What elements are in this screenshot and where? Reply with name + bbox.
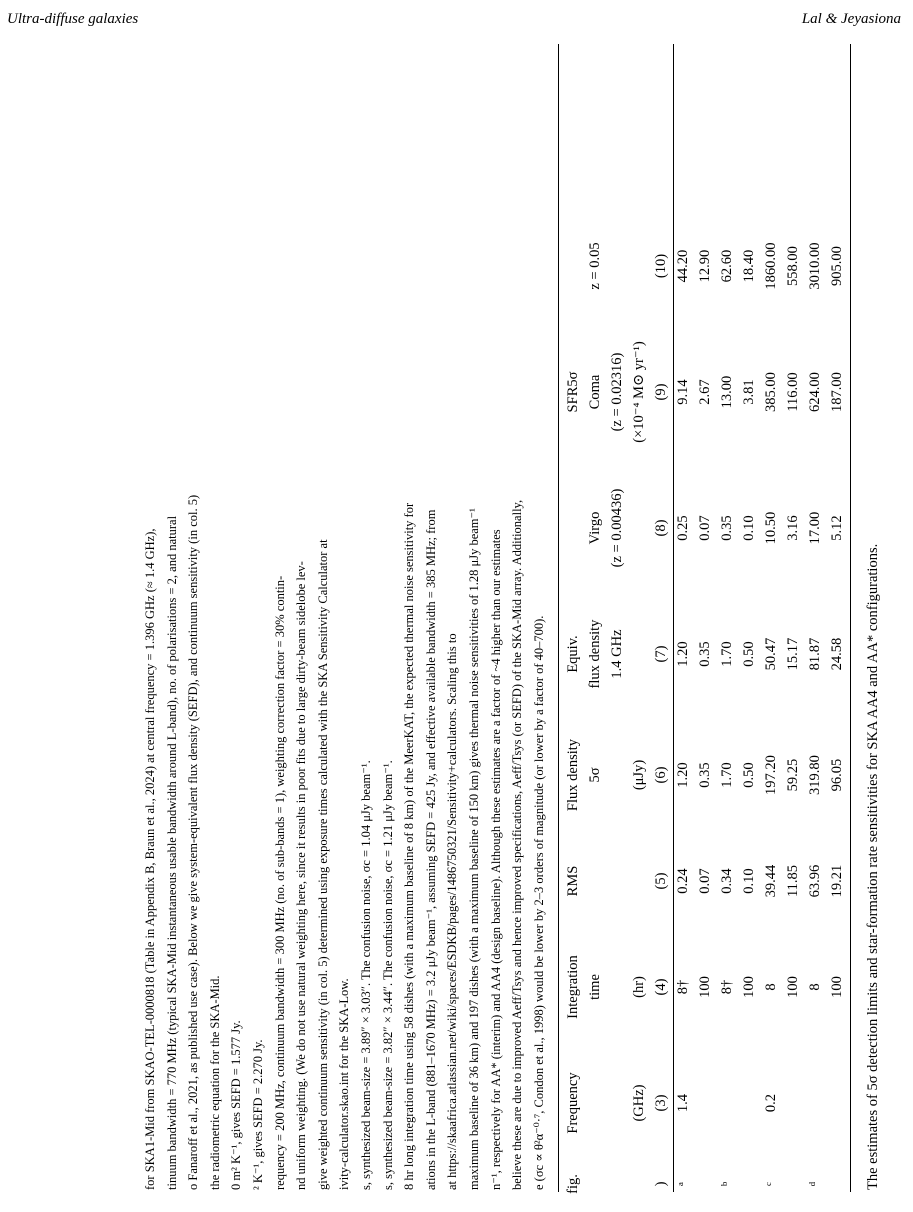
table-cell <box>782 1156 804 1212</box>
table-cell: 59.25 <box>784 758 801 792</box>
table-note-line: tinuum bandwidth = 770 MHz (typical SKA-Mid instantaneous usable bandwidth around L-band), no. of polarisations = 2, and natural <box>164 515 179 1190</box>
table-cell: 1860.00 <box>762 242 779 290</box>
table-header-cell <box>606 208 628 324</box>
table-header-cell <box>562 460 584 596</box>
table-cell: 100 <box>696 976 713 998</box>
table-note-line: for SKA1-Mid from SKAO-TEL-0000818 (Table in Appendix B, Braun et al., 2024) at central frequency = 1.396 GHz (≈ 1.4 GHz), <box>143 528 157 1190</box>
table-header-cell: SFR5σ <box>564 371 581 413</box>
table-cell: 8 <box>762 983 779 991</box>
table-header-cell <box>584 1156 606 1212</box>
table-note-line: ivity-calculator.skao.int for the SKA-Low. <box>337 978 352 1190</box>
table-cell: 63.96 <box>806 864 823 898</box>
table-cell <box>782 1050 804 1156</box>
table-cell: ᶜ <box>762 1182 779 1186</box>
table-cell: 39.44 <box>762 864 779 898</box>
table-note-line: maximum baseline of 36 km) and 197 dishes (with a maximum baseline of 150 km) gives thermal noise sensitivities of 1.28 μJy beam⁻¹ <box>466 508 481 1190</box>
table-cell <box>694 1156 716 1212</box>
table-header-cell: (hr) <box>630 976 647 998</box>
table-header-cell: (10) <box>652 253 669 279</box>
table-header-cell <box>606 1050 628 1156</box>
table-header-cell: (4) <box>652 978 669 996</box>
table-cell: 0.2 <box>762 1093 779 1113</box>
table-cell <box>738 1156 760 1212</box>
table-bottom-rule <box>558 44 559 1192</box>
table-caption: The estimates of 5σ detection limits and star-formation rate sensitivities for SKA AA4 and AA* configurations. <box>865 543 881 1190</box>
table-cell: 3.16 <box>784 515 801 541</box>
table-row <box>826 208 848 1212</box>
table-note-line: e (σc ∝ θ²α⁻⁰·⁷, Condon et al., 1998) would be lower by 2–3 orders of magnitude (or lower by a factor of 40–700). <box>531 615 546 1190</box>
table-header-cell: (5) <box>652 872 669 890</box>
table-header-cell <box>562 208 584 324</box>
table-cell: ᵃ <box>674 1182 691 1186</box>
table-header-cell: (8) <box>652 519 669 537</box>
table-header-cell: Flux density <box>564 738 581 812</box>
table-cell: 1.70 <box>718 762 735 788</box>
table-header-cell: Virgo <box>586 511 603 545</box>
table-cell <box>826 1156 848 1212</box>
table-cell: 0.35 <box>696 641 713 667</box>
sensitivity-table <box>562 208 848 1212</box>
table-row <box>716 208 738 1212</box>
table-header-row <box>562 208 584 1212</box>
table-cell: 2.67 <box>696 379 713 405</box>
table-cell <box>804 1050 826 1156</box>
table-cell: 8† <box>674 979 691 995</box>
table-cell: 0.24 <box>674 868 691 894</box>
table-note-line: 0 m² K⁻¹, gives SEFD = 1.577 Jy. <box>229 1020 244 1190</box>
table-cell: 5.12 <box>828 515 845 541</box>
table-cell: 19.21 <box>828 864 845 898</box>
table-cell: 11.85 <box>784 864 801 898</box>
table-header-cell: flux density <box>586 619 603 689</box>
table-cell: 0.50 <box>740 762 757 788</box>
table-header-cell: (GHz) <box>630 1084 647 1122</box>
table-note-line: ² K⁻¹, gives SEFD = 2.270 Jy. <box>250 1039 265 1190</box>
table-note-line: s, synthesized beam-size = 3.89″ × 3.03″. The confusion noise, σc = 1.04 μJy beam⁻¹. <box>358 760 373 1190</box>
table-cell: 12.90 <box>696 249 713 283</box>
table-header-cell <box>584 1050 606 1156</box>
table-cell: 187.00 <box>828 372 845 412</box>
table-header-cell <box>628 460 650 596</box>
table-note-line: believe these are due to improved Aeff/Tsys and hence improved specifications, Aeff/Tsys (or SEFD) of the SKA-Mid array. Additionally, <box>510 499 525 1190</box>
table-cell <box>826 1050 848 1156</box>
table-cell: 8 <box>806 983 823 991</box>
table-cell: 96.05 <box>828 758 845 792</box>
table-header-row <box>584 208 606 1212</box>
table-header-cell: RMS <box>564 865 581 897</box>
table-header-cell: Integration <box>564 955 581 1019</box>
table-note-line: o Fanaroff et al., 2021, as published use case). Below we give system-equivalent flux density (SEFD), and continuum sensitivity (in col. 5) <box>186 494 201 1190</box>
table-cell: 116.00 <box>784 372 801 412</box>
table-cell: 13.00 <box>718 375 735 409</box>
table-note-line: give weighted continuum sensitivity (in col. 5) determined using exposure times calculated with the SKA Sensitivity Calculator at <box>315 539 330 1190</box>
table-header-cell: ) <box>652 1181 669 1187</box>
table-row <box>738 208 760 1212</box>
table-row <box>672 208 694 1212</box>
running-header-left: Ultra-diffuse galaxies <box>7 11 139 27</box>
table-cell: 0.35 <box>718 515 735 541</box>
table-header-row <box>628 208 650 1212</box>
table-cell: 17.00 <box>806 511 823 545</box>
table-note-line: ations in the L-band (881–1670 MHz) = 3.2 μJy beam⁻¹, assuming SEFD = 425 Jy, and effective available bandwidth = 385 MHz; from <box>423 509 438 1190</box>
table-note-line: nd uniform weighting. (We do not use natural weighting here, since it results in poor fits due to large dirty-beam sidelobe lev- <box>294 561 309 1190</box>
table-header-cell: time <box>586 974 603 1000</box>
table-header-cell <box>628 838 650 924</box>
table-cell: 197.20 <box>762 755 779 795</box>
table-cell: 0.50 <box>740 641 757 667</box>
table-row <box>694 208 716 1212</box>
table-cell: 18.40 <box>740 249 757 283</box>
table-cell: 15.17 <box>784 637 801 671</box>
table-cell: 905.00 <box>828 246 845 286</box>
table-cell: 100 <box>740 976 757 998</box>
table-note-line: the radiometric equation for the SKA-Mid. <box>207 975 222 1190</box>
table-cell: 319.80 <box>806 755 823 795</box>
table-head-rule <box>673 44 674 1192</box>
running-header-right: Lal & Jeyasiona <box>801 11 901 27</box>
table-cell <box>716 1050 738 1156</box>
table-cell <box>738 1050 760 1156</box>
table-header-cell <box>606 838 628 924</box>
table-header-cell: z = 0.05 <box>586 242 603 290</box>
table-cell <box>694 1050 716 1156</box>
table-header-cell <box>606 1156 628 1212</box>
table-cell: 0.07 <box>696 868 713 894</box>
table-cell: 385.00 <box>762 372 779 412</box>
table-cell: 50.47 <box>762 637 779 671</box>
table-cell: 1.4 <box>674 1093 691 1113</box>
table-cell: 24.58 <box>828 637 845 671</box>
table-header-cell <box>628 208 650 324</box>
table-header-cell: 1.4 GHz <box>608 629 625 679</box>
table-note-line: 8 hr long integration time using 58 dishes (with a maximum baseline of 8 km) of the MeerKAT, the expected thermal noise sensitivity for <box>402 502 417 1190</box>
table-top-rule <box>850 44 851 1192</box>
table-note-line: requency = 200 MHz, continuum bandwidth = 300 MHz (no. of sub-bands = 1), weighting correction factor = 30% contin- <box>272 575 287 1190</box>
table-cell: 0.10 <box>740 868 757 894</box>
table-header-cell: (6) <box>652 766 669 784</box>
table-header-row <box>650 208 672 1212</box>
table-cell: 0.34 <box>718 868 735 894</box>
table-header-cell: (z = 0.02316) <box>608 352 625 432</box>
table-cell: 0.25 <box>674 515 691 541</box>
table-header-cell: Coma <box>586 374 603 410</box>
table-header-cell: (×10⁻⁴ M⊙ yr⁻¹) <box>630 341 647 443</box>
table-cell: ᵈ <box>806 1181 823 1187</box>
table-cell: 0.07 <box>696 515 713 541</box>
table-cell: 0.10 <box>740 515 757 541</box>
table-cell: 9.14 <box>674 379 691 405</box>
table-header-cell: (3) <box>652 1094 669 1112</box>
table-note-line: at https://skaafrica.atlassian.net/wiki/spaces/ESDKB/pages/1486750321/Sensitivity+calculators. Scaling this to <box>445 633 460 1190</box>
table-cell: 81.87 <box>806 637 823 671</box>
table-header-cell: 5σ <box>586 767 603 783</box>
table-cell: 558.00 <box>784 246 801 286</box>
table-cell: 1.70 <box>718 641 735 667</box>
table-cell: 100 <box>828 976 845 998</box>
table-cell: 100 <box>784 976 801 998</box>
table-cell: 1.20 <box>674 641 691 667</box>
table-header-cell: Equiv. <box>564 635 581 673</box>
table-header-cell <box>606 924 628 1050</box>
table-cell: 3.81 <box>740 379 757 405</box>
table-cell: 10.50 <box>762 511 779 545</box>
table-notes <box>140 40 550 1190</box>
table-header-cell: (z = 0.00436) <box>608 488 625 568</box>
table-note-line: s, synthesized beam-size = 3.82″ × 3.44″. The confusion noise, σc = 1.21 μJy beam⁻¹. <box>380 760 395 1190</box>
table-cell: ᵇ <box>718 1181 735 1187</box>
table-header-cell <box>628 596 650 712</box>
table-header-cell: (7) <box>652 645 669 663</box>
table-header-row <box>606 208 628 1212</box>
table-cell: 1.20 <box>674 762 691 788</box>
table-header-cell: fig. <box>564 1174 581 1194</box>
table-cell: 3010.00 <box>806 242 823 290</box>
table-header-cell: (9) <box>652 383 669 401</box>
table-header-cell <box>628 1156 650 1212</box>
table-header-cell: Frequency <box>564 1072 581 1134</box>
table-cell: 44.20 <box>674 249 691 283</box>
table-cell: 624.00 <box>806 372 823 412</box>
table-cell: 8† <box>718 979 735 995</box>
table-row <box>782 208 804 1212</box>
table-row <box>804 208 826 1212</box>
table-cell: 0.35 <box>696 762 713 788</box>
table-row <box>760 208 782 1212</box>
table-header-cell <box>584 838 606 924</box>
table-note-line: n⁻¹, respectively for AA* (interim) and AA4 (design baseline). Although these estimates are a factor of ~4 higher than our estimates <box>488 529 503 1190</box>
table-cell: 62.60 <box>718 249 735 283</box>
table-header-cell: (μJy) <box>630 759 647 791</box>
table-header-cell <box>606 712 628 838</box>
